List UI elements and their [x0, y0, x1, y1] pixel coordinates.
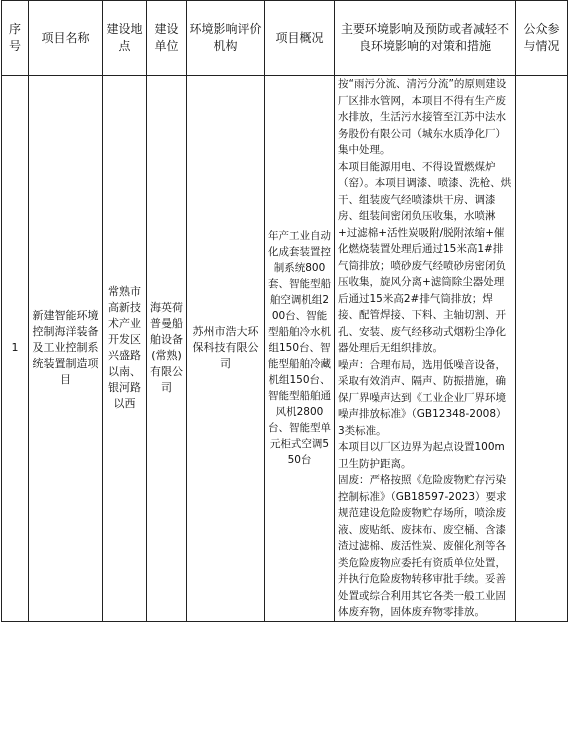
header-eia-agency: 环境影响评价机构 — [187, 1, 265, 76]
cell-project-name: 新建智能环境控制海洋装备及工业控制系统装置制造项目 — [29, 76, 103, 622]
header-measures: 主要环境影响及预防或者减轻不良环境影响的对策和措施 — [335, 1, 516, 76]
measure-water: 按“雨污分流、清污分流”的原则建设厂区排水管网，本项目不得有生产废水排放，生活污水接管至江苏中法水务股份有限公司（城东水质净化厂）集中处理。 — [338, 78, 507, 156]
header-seq: 序号 — [2, 1, 29, 76]
header-location: 建设地点 — [103, 1, 147, 76]
cell-location: 常熟市高新技术产业开发区兴盛路以南、银河路以西 — [103, 76, 147, 622]
cell-seq: 1 — [2, 76, 29, 622]
header-overview: 项目概况 — [265, 1, 335, 76]
cell-public-participation — [516, 76, 568, 622]
measure-noise: 噪声：合理布局，选用低噪音设备，采取有效消声、隔声、防振措施，确保厂界噪声达到《工业企业厂界环境噪声排放标准》（GB12348-2008）3类标准。 — [338, 358, 507, 437]
cell-overview: 年产工业自动化成套装置控制系统800套、智能型船舶空调机组200台、智能型船舶冷水机组150台、智能型船舶冷藏机组150台、智能型船舶通风机2800台、智能型单元柜式空调550台 — [265, 76, 335, 622]
measure-protection-distance: 本项目以厂区边界为起点设置100m卫生防护距离。 — [338, 441, 505, 470]
header-project-name: 项目名称 — [29, 1, 103, 76]
cell-measures — [335, 76, 516, 622]
header-public-participation: 公众参与情况 — [516, 1, 568, 76]
eia-summary-table — [1, 0, 568, 622]
table-header-row — [2, 1, 568, 76]
measure-air: 本项目能源用电、不得设置燃煤炉（窑）。本项目调漆、喷漆、洗枪、烘干、组装废气经喷漆烘干房、调漆房、组装间密闭负压收集，水喷淋+过滤棉+活性炭吸附/脱附浓缩+催化燃烧装置处理后通过15米高1#排气筒排放；喷砂废气经喷砂房密闭负压收集，旋风分离+滤筒除尘器处理后通过15米高2#排气筒排放；焊接、配管焊接、下料、主轴切割、开孔、安装、废气经移动式烟粉尘净化器处理后无组织排放。 — [338, 160, 512, 354]
cell-eia-agency: 苏州市浩大环保科技有限公司 — [187, 76, 265, 622]
measure-solid-waste: 固废：严格按照《危险废物贮存污染控制标准》（GB18597-2023）要求规范建设危险废物贮存场所，喷涂废液、废贴纸、废抹布、废空桶、含漆渣过滤棉、废活性炭、废催化剂等各类危险废物应委托有资质单位处置，并执行危险废物转移审批手续。妥善处置或综合利用其它各类一般工业固体废弃物，固体废弃物零排放。 — [338, 474, 507, 618]
table-row — [2, 76, 568, 622]
cell-unit: 海英荷普曼船舶设备(常熟)有限公司 — [147, 76, 187, 622]
header-unit: 建设单位 — [147, 1, 187, 76]
